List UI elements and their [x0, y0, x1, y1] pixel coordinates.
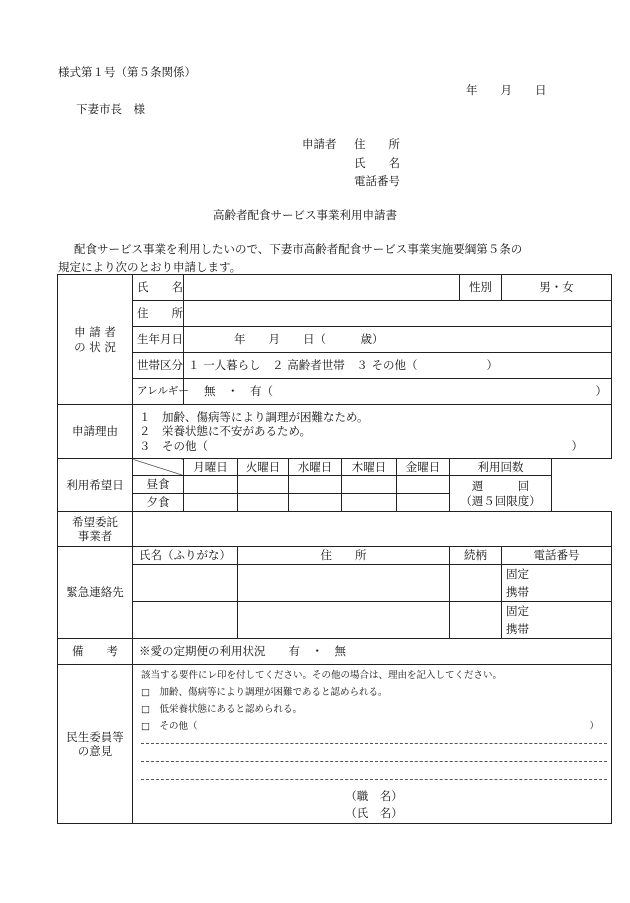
opinion-check-2[interactable]: □ 低栄養状態にあると認められる。 [141, 704, 302, 715]
emergency-col-relation: 続柄 [450, 547, 502, 565]
allergy-field[interactable]: 無 ・ 有（ ） [184, 379, 612, 405]
name-label: 氏 名 [133, 275, 184, 301]
reason-option-3: ３ その他（ ） [139, 438, 583, 453]
emergency-1-name[interactable] [133, 565, 238, 602]
intro-line-2: 規定により次のとおり申請します。 [58, 260, 242, 274]
usage-count-field[interactable]: 週 回 （週５回限度） [450, 476, 552, 512]
day-wednesday: 水曜日 [289, 459, 342, 476]
schedule-corner-cell [133, 459, 184, 476]
dinner-thursday[interactable] [342, 494, 397, 512]
opinion-dashed-line-2 [141, 761, 607, 762]
dinner-monday[interactable] [184, 494, 238, 512]
lunch-wednesday[interactable] [289, 476, 342, 494]
provider-label: 希望委託 事業者 [58, 512, 133, 547]
birthdate-label: 生年月日 [133, 327, 184, 353]
provider-field[interactable] [133, 512, 612, 547]
opinion-field[interactable] [133, 665, 612, 824]
date-line: 年 月 日 [466, 83, 547, 97]
remarks-field[interactable]: ※愛の定期便の利用状況 有 ・ 無 [133, 639, 612, 665]
birthdate-field[interactable]: 年 月 日（ 歳） [184, 327, 612, 353]
status-section-label: 申 請 者 の 状 況 [58, 275, 133, 405]
reason-option-1: １ 加齢、傷病等により調理が困難なため。 [139, 409, 369, 424]
reason-option-2: ２ 栄養状態に不安があるため。 [139, 424, 312, 439]
lunch-friday[interactable] [397, 476, 450, 494]
day-thursday: 木曜日 [342, 459, 397, 476]
opinion-check-3[interactable]: □ その他（ ） [141, 721, 599, 732]
dinner-label: 夕食 [133, 494, 184, 512]
lunch-thursday[interactable] [342, 476, 397, 494]
dinner-wednesday[interactable] [289, 494, 342, 512]
reason-label: 申請理由 [58, 405, 133, 459]
emergency-col-phone: 電話番号 [502, 547, 612, 565]
reason-options[interactable] [133, 405, 612, 459]
day-monday: 月曜日 [184, 459, 238, 476]
addressee: 下妻市長 様 [76, 102, 145, 116]
opinion-dashed-line-3 [141, 779, 607, 780]
applicant-phone-label: 電話番号 [354, 174, 400, 188]
schedule-label: 利用希望日 [58, 459, 133, 512]
emergency-2-name[interactable] [133, 602, 238, 639]
emergency-2-relation[interactable] [450, 602, 502, 639]
sex-field[interactable]: 男・女 [502, 275, 612, 301]
opinion-label: 民生委員等 の意見 [58, 665, 133, 824]
applicant-address-label: 住 所 [354, 137, 400, 151]
emergency-1-relation[interactable] [450, 565, 502, 602]
emergency-col-name: 氏名（ふりがな） [133, 547, 238, 565]
lunch-label: 昼食 [133, 476, 184, 494]
opinion-dashed-line-1 [141, 743, 607, 744]
opinion-instruction: 該当する要件にレ印を付してください。その他の場合は、理由を記入してください。 [141, 670, 503, 681]
day-tuesday: 火曜日 [238, 459, 289, 476]
dinner-tuesday[interactable] [238, 494, 289, 512]
day-friday: 金曜日 [397, 459, 450, 476]
household-field[interactable]: １ 一人暮らし ２ 高齢者世帯 ３ その他（ ） [184, 353, 612, 379]
emergency-col-address: 住 所 [238, 547, 450, 565]
emergency-2-address[interactable] [238, 602, 450, 639]
lunch-tuesday[interactable] [238, 476, 289, 494]
allergy-label: アレルギー [133, 379, 184, 405]
document-title: 高齢者配食サービス事業利用申請書 [213, 208, 397, 222]
applicant-label: 申請者 [302, 137, 337, 151]
lunch-monday[interactable] [184, 476, 238, 494]
dinner-friday[interactable] [397, 494, 450, 512]
form-number: 様式第１号（第５条関係） [58, 65, 196, 79]
intro-line-1: 配食サービス事業を利用したいので、下妻市高齢者配食サービス事業実施要綱第５条の [74, 242, 523, 256]
applicant-name-label: 氏 名 [354, 156, 400, 170]
opinion-check-1[interactable]: □ 加齢、傷病等により調理が困難であると認められる。 [141, 687, 388, 698]
emergency-label: 緊急連絡先 [58, 547, 133, 639]
emergency-1-address[interactable] [238, 565, 450, 602]
remarks-label: 備 考 [58, 639, 133, 665]
opinion-name-label: （氏 名） [345, 806, 403, 820]
application-form-table [57, 274, 612, 824]
emergency-2-phone[interactable]: 固定 携帯 [502, 602, 612, 639]
usage-count-header: 利用回数 [450, 459, 552, 476]
opinion-title-label: （職 名） [345, 789, 403, 803]
address-field[interactable] [184, 301, 612, 327]
name-field[interactable] [184, 275, 460, 301]
emergency-1-phone[interactable]: 固定 携帯 [502, 565, 612, 602]
sex-label: 性別 [460, 275, 502, 301]
household-label: 世帯区分 [133, 353, 184, 379]
address-label: 住 所 [133, 301, 184, 327]
